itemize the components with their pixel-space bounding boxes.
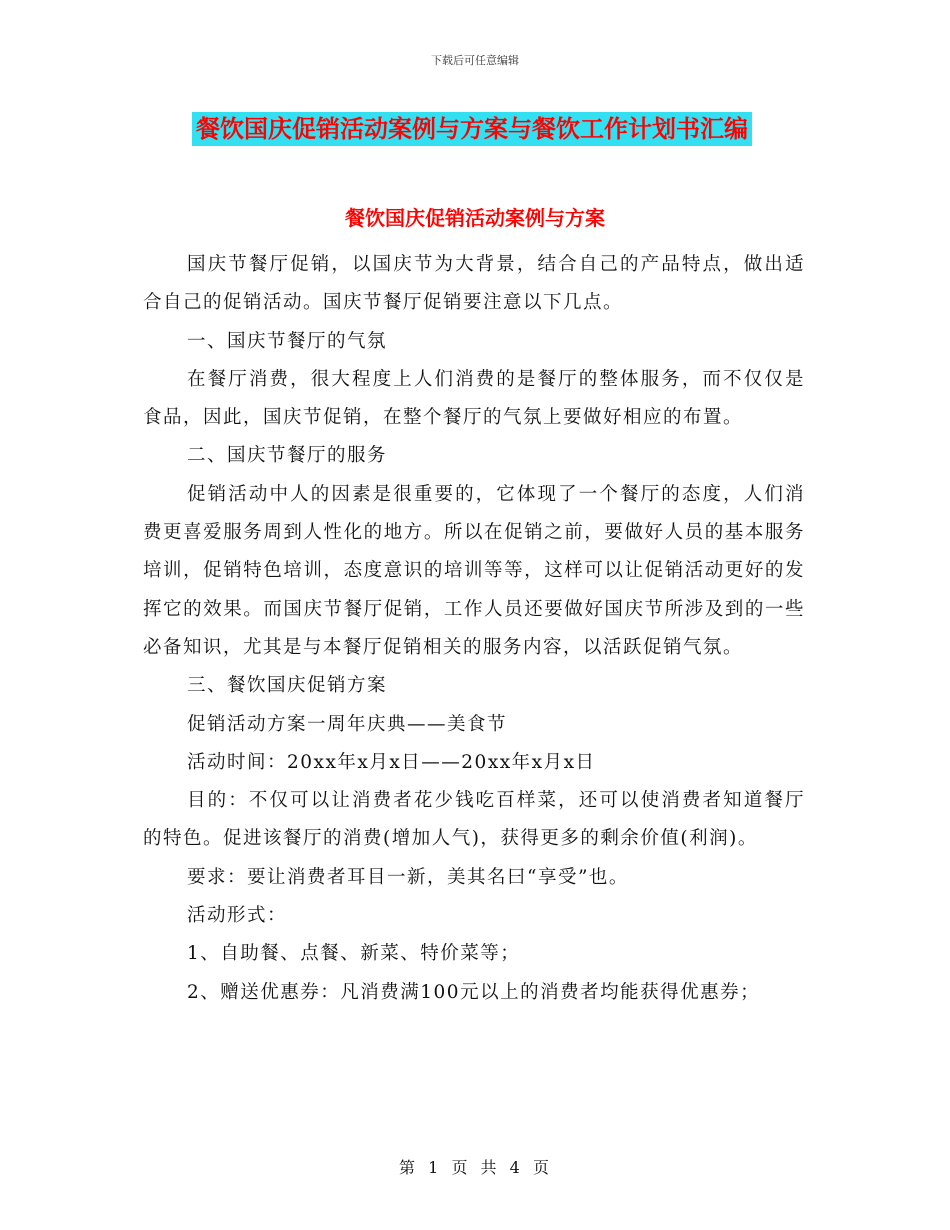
footer-total-unit: 页 [532, 1158, 551, 1177]
paragraph: 活动形式： [187, 905, 288, 927]
paragraph: 要求：要让消费者耳目一新，美其名曰“享受”也。 [187, 866, 629, 888]
document-title: 餐饮国庆促销活动案例与方案与餐饮工作计划书汇编 [192, 112, 752, 146]
paragraph: 在餐厅消费，很大程度上人们消费的是餐厅的整体服务，而不仅仅是食品，因此，国庆节促销，在整个餐厅的气氛上要做好相应的布置。 [143, 368, 805, 429]
list-item: 2、赠送优惠券：凡消费满100元以上的消费者均能获得优惠券； [187, 981, 761, 1003]
footer-page-label: 第 [399, 1158, 418, 1177]
paragraph: 国庆节餐厅促销，以国庆节为大背景，结合自己的产品特点，做出适合自己的促销活动。国庆节餐厅促销要注意以下几点。 [143, 254, 805, 314]
paragraph: 促销活动中人的因素是很重要的，它体现了一个餐厅的态度，人们消费更喜爱服务周到人性化的地方。所以在促销之前，要做好人员的基本服务培训，促销特色培训，态度意识的培训等等，这样可以让促销活动更好的发挥它的效果。而国庆节餐厅促销，工作人员还要做好国庆节所涉及到的一些必备知识，尤其是与本餐厅促销相关的服务内容，以活跃促销气氛。 [143, 483, 805, 658]
footer-total-number: 4 [509, 1158, 522, 1177]
paragraph: 目的：不仅可以让消费者花少钱吃百样菜，还可以使消费者知道餐厅的特色。促进该餐厅的消费(增加人气)，获得更多的剩余价值(利润)。 [143, 790, 805, 850]
page-footer [0, 1155, 950, 1178]
section-heading: 一、国庆节餐厅的气氛 [187, 330, 388, 352]
section-title: 餐饮国庆促销活动案例与方案 [345, 206, 605, 230]
paragraph: 促销活动方案一周年庆典——美食节 [187, 713, 508, 735]
section-heading: 二、国庆节餐厅的服务 [187, 445, 388, 467]
header-note: 下载后可任意编辑 [431, 54, 519, 67]
footer-total-label: 共 [480, 1158, 499, 1177]
section-heading: 三、餐饮国庆促销方案 [187, 675, 388, 697]
footer-page-number: 1 [428, 1158, 441, 1177]
document-body [143, 246, 805, 1012]
footer-page-unit: 页 [451, 1158, 470, 1177]
paragraph: 活动时间：20xx年x月x日——20xx年x月x日 [187, 751, 596, 773]
list-item: 1、自助餐、点餐、新菜、特价菜等； [187, 943, 521, 965]
